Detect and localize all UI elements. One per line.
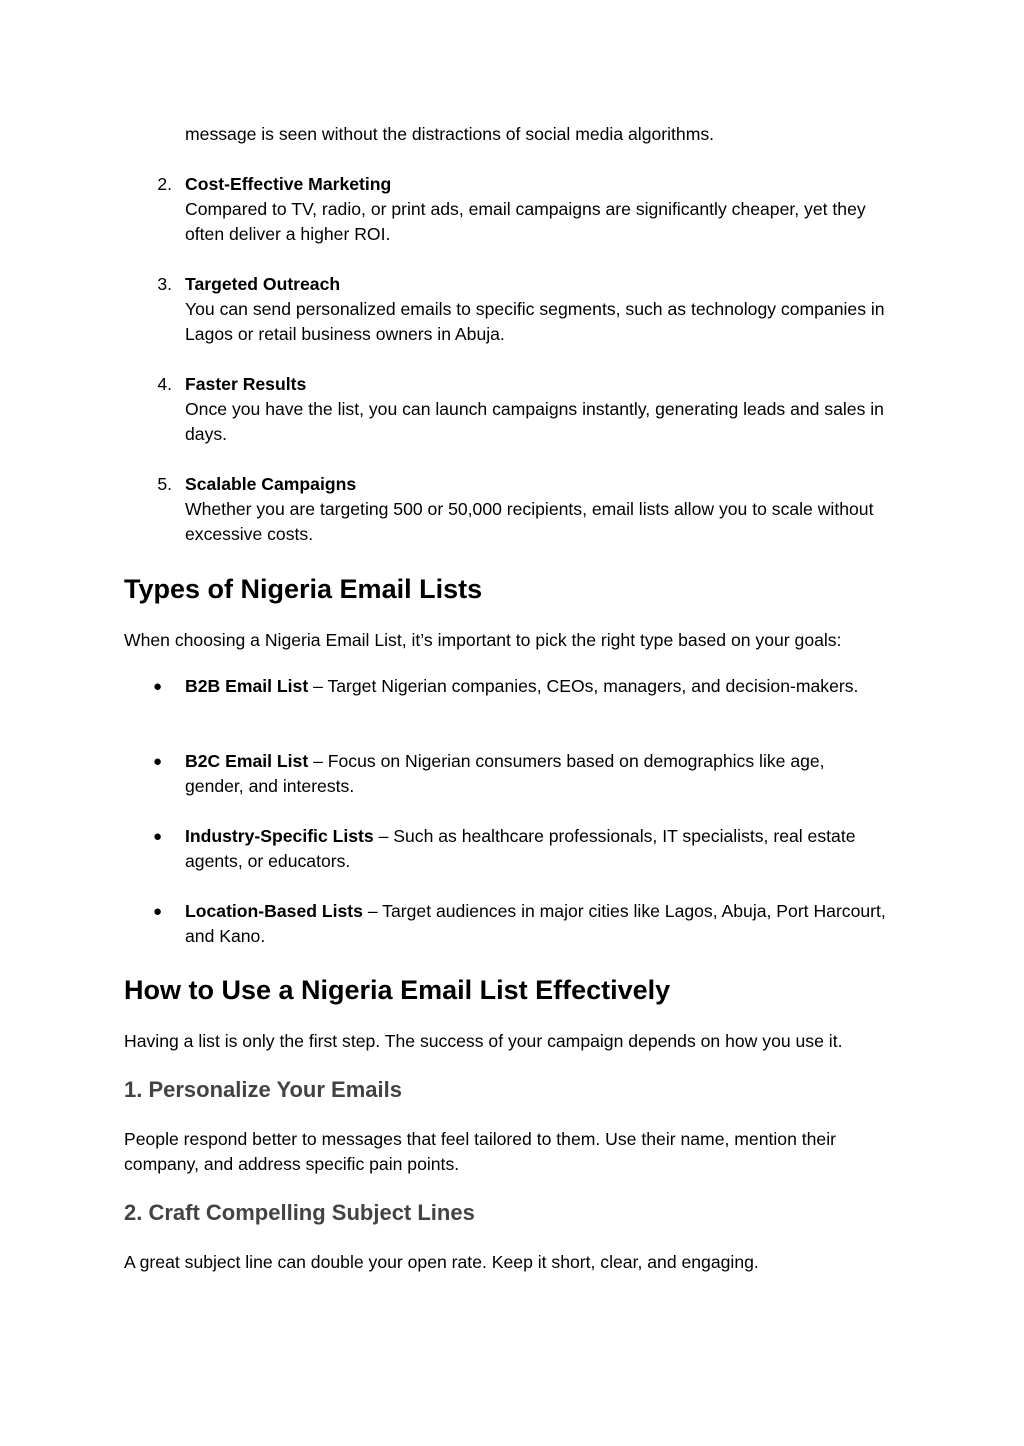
item-text: Once you have the list, you can launch campaigns instantly, generating leads and sales in days. <box>185 399 884 444</box>
section-text-subject-lines: A great subject line can double your open rate. Keep it short, clear, and engaging. <box>124 1252 759 1272</box>
item-title: Location-Based Lists <box>185 901 363 921</box>
item-number: 4. <box>157 374 172 394</box>
item-text: Whether you are targeting 500 or 50,000 recipients, email lists allow you to scale without excessive costs. <box>185 499 874 544</box>
item-text: – Such as healthcare professionals, IT specialists, real estate agents, or educators. <box>185 826 856 871</box>
item-number: 3. <box>157 274 172 294</box>
howto-heading: How to Use a Nigeria Email List Effectively <box>124 975 671 1005</box>
bullet-icon: ● <box>153 903 163 920</box>
item-text: – Target audiences in major cities like Lagos, Abuja, Port Harcourt, and Kano. <box>185 901 886 946</box>
bullet-icon: ● <box>153 753 163 770</box>
intro-tail-paragraph: message is seen without the distractions of social media algorithms. <box>185 124 715 144</box>
item-title: B2C Email List <box>185 751 309 771</box>
item-number: 2. <box>157 174 172 194</box>
item-title: Targeted Outreach <box>185 274 341 294</box>
section-text-personalize: People respond better to messages that feel tailored to them. Use their name, mention their company, and address specific pain points. <box>124 1129 836 1174</box>
item-text: You can send personalized emails to specific segments, such as technology companies in Lagos or retail business owners in Abuja. <box>185 299 885 344</box>
item-title: Industry-Specific Lists <box>185 826 374 846</box>
types-heading: Types of Nigeria Email Lists <box>124 574 483 604</box>
item-title: Scalable Campaigns <box>185 474 357 494</box>
item-text: Compared to TV, radio, or print ads, email campaigns are significantly cheaper, yet they often deliver a higher ROI. <box>185 199 866 244</box>
types-intro: When choosing a Nigeria Email List, it’s important to pick the right type based on your goals: <box>124 630 842 650</box>
bullet-icon: ● <box>153 678 163 695</box>
item-title: Faster Results <box>185 374 307 394</box>
howto-intro: Having a list is only the first step. The success of your campaign depends on how you use it. <box>124 1031 843 1051</box>
item-text: – Target Nigerian companies, CEOs, managers, and decision-makers. <box>308 676 859 696</box>
item-number: 5. <box>157 474 172 494</box>
bullet-icon: ● <box>153 828 163 845</box>
item-title: Cost-Effective Marketing <box>185 174 392 194</box>
item-title: B2B Email List <box>185 676 309 696</box>
section-heading-personalize: 1. Personalize Your Emails <box>124 1077 402 1102</box>
item-text: – Focus on Nigerian consumers based on demographics like age, gender, and interests. <box>185 751 825 796</box>
section-heading-subject-lines: 2. Craft Compelling Subject Lines <box>124 1200 475 1225</box>
